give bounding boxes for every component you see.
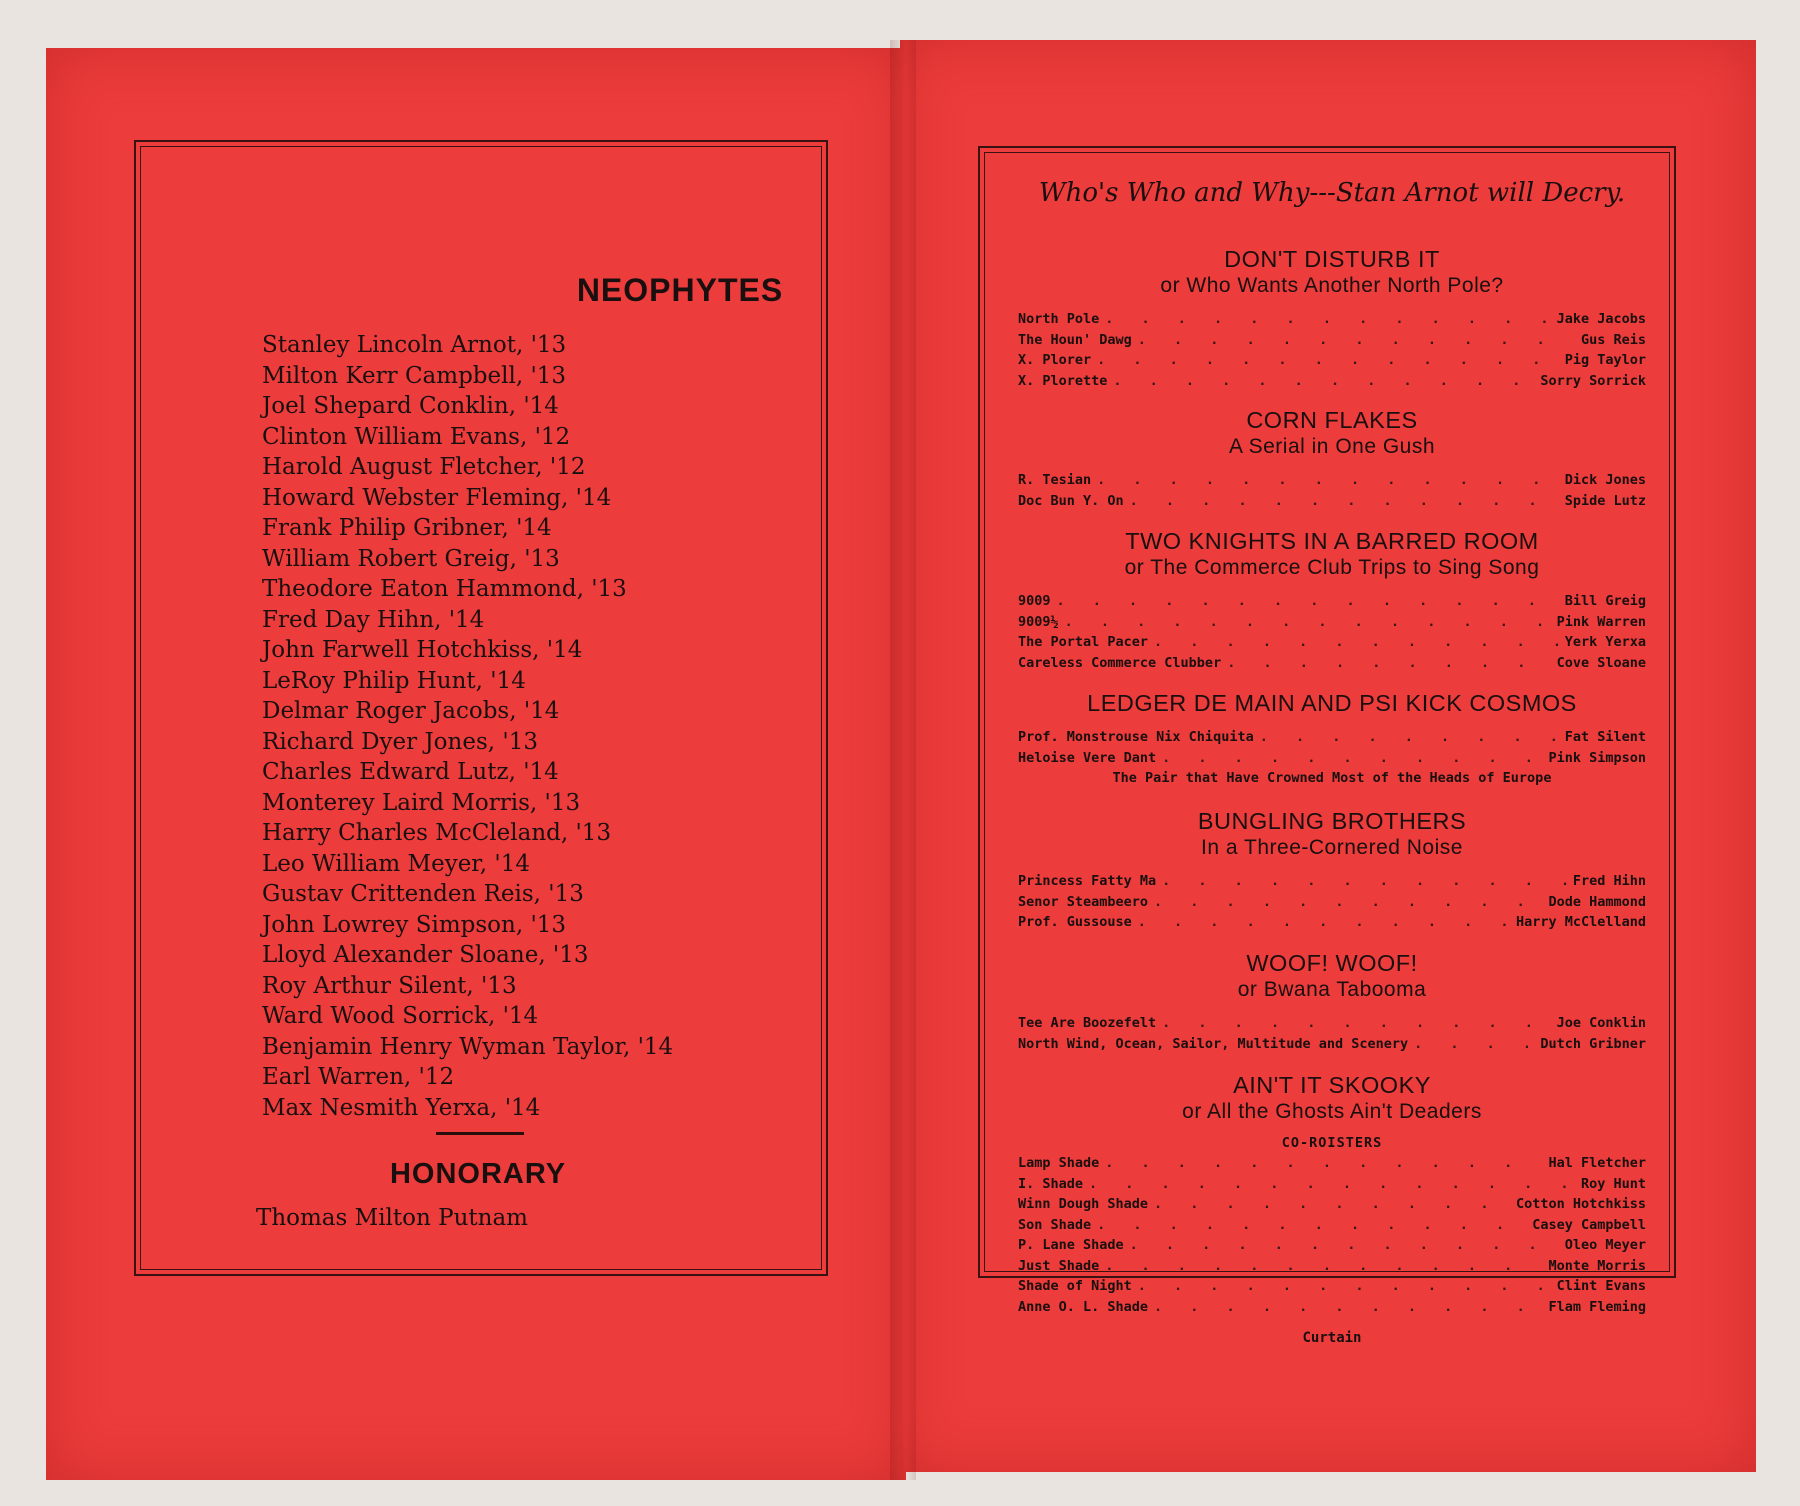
cast-list: [1018, 727, 1646, 788]
curtain-label: Curtain: [1302, 1330, 1362, 1346]
act-title: CORN FLAKES: [1246, 407, 1418, 433]
cast-note: The Pair that Have Crowned Most of the Heads of Europe: [1112, 770, 1552, 786]
neophyte-name: Theodore Eaton Hammond, '13: [262, 576, 627, 602]
cast-list: [1018, 470, 1646, 511]
cast-actor: Roy Hunt: [1580, 1175, 1646, 1192]
dot-leader: [1089, 1174, 1575, 1195]
act-subtitle: or Who Wants Another North Pole?: [1160, 274, 1504, 297]
cast-actor: Dutch Gribner: [1540, 1035, 1646, 1052]
neophyte-name: LeRoy Philip Hunt, '14: [262, 667, 526, 694]
cast-actor: Yerk Yerxa: [1564, 634, 1646, 650]
dot-leader: [1105, 309, 1550, 330]
cast-role: Son Shade: [1018, 1216, 1092, 1233]
neophyte-name: Richard Dyer Jones, '13: [262, 728, 538, 755]
cast-actor: Monte Morris: [1548, 1257, 1646, 1274]
dot-leader: [1162, 871, 1567, 892]
cast-role: Anne O. L. Shade: [1018, 1298, 1149, 1315]
cast-actor: Cove Sloane: [1556, 654, 1646, 671]
cast-role: P. Lane Shade: [1018, 1237, 1124, 1253]
act-title: DON'T DISTURB IT: [1224, 246, 1440, 272]
cast-actor: Casey Campbell: [1532, 1216, 1646, 1233]
cast-role: Tee Are Boozefelt: [1018, 1015, 1157, 1031]
cast-role: 9009: [1018, 593, 1051, 609]
neophyte-name: John Farwell Hotchkiss, '14: [262, 637, 583, 663]
cast-role: The Houn' Dawg: [1018, 331, 1132, 348]
neophyte-name: Howard Webster Fleming, '14: [262, 484, 612, 511]
neophyte-name: Monterey Laird Morris, '13: [262, 789, 581, 816]
dot-leader: [1105, 1153, 1542, 1174]
dot-leader: [1138, 1276, 1551, 1297]
neophyte-name: Fred Day Hihn, '14: [262, 606, 485, 633]
cast-list: [1018, 309, 1646, 391]
cast-actor: Dode Hammond: [1548, 893, 1646, 910]
act-title: WOOF! WOOF!: [1246, 950, 1418, 976]
cast-row: [1018, 491, 1646, 512]
cast-role: Princess Fatty Ma: [1018, 873, 1157, 889]
neophyte-name: Benjamin Henry Wyman Taylor, '14: [262, 1033, 674, 1060]
program-act: [1018, 1072, 1646, 1317]
neophyte-name: Charles Edward Lutz, '14: [262, 759, 559, 785]
cast-actor: Fred Hihn: [1572, 873, 1646, 889]
act-subtitle: In a Three-Cornered Noise: [1201, 836, 1463, 859]
cast-row: [1018, 727, 1646, 748]
neophyte-name: Lloyd Alexander Sloane, '13: [262, 942, 589, 968]
cast-row: [1018, 1297, 1646, 1318]
dot-leader: [1113, 371, 1534, 392]
neophyte-name: Earl Warren, '12: [262, 1064, 455, 1090]
cast-role: Heloise Vere Dant: [1018, 749, 1157, 766]
program-act: [1018, 950, 1646, 1054]
cast-row: [1018, 1215, 1646, 1236]
dot-leader: [1130, 1235, 1559, 1256]
cast-actor: Joe Conklin: [1556, 1015, 1646, 1031]
cast-role: Lamp Shade: [1018, 1155, 1100, 1171]
dot-leader: [1138, 912, 1510, 933]
cast-actor: Jake Jacobs: [1556, 311, 1646, 327]
cast-actor: Dick Jones: [1564, 472, 1646, 488]
cast-role: X. Plorer: [1018, 352, 1092, 368]
dot-leader: [1065, 612, 1551, 633]
cast-row: [1018, 330, 1646, 351]
cast-row: [1018, 309, 1646, 330]
section-divider: [436, 1132, 524, 1135]
act-title: BUNGLING BROTHERS: [1197, 808, 1467, 834]
dot-leader: [1162, 1013, 1550, 1034]
act-subtitle: A Serial in One Gush: [1228, 435, 1436, 458]
cast-actor: Fat Silent: [1564, 729, 1646, 745]
dot-leader: [1097, 1215, 1526, 1236]
program-act: [1018, 690, 1646, 788]
cast-role: Prof. Monstrouse Nix Chiquita: [1018, 729, 1254, 745]
program-heading: Who's Who and Why---Stan Arnot will Decry.: [1038, 178, 1626, 208]
cast-row: [1018, 748, 1646, 769]
dot-leader: [1227, 653, 1550, 674]
honorary-title: HONORARY: [389, 1158, 567, 1190]
cast-actor: Pig Taylor: [1564, 352, 1646, 368]
cast-role: Senor Steambeero: [1018, 893, 1149, 910]
cast-row: [1018, 1034, 1646, 1055]
cast-list: [1018, 871, 1646, 933]
program-act: [1018, 246, 1646, 391]
cast-list: [1018, 591, 1646, 673]
dot-leader: [1130, 491, 1559, 512]
cast-row: [1018, 871, 1646, 892]
cast-row: [1018, 632, 1646, 653]
cast-actor: Pink Simpson: [1548, 749, 1646, 766]
act-title: LEDGER DE MAIN AND PSI KICK COSMOS: [1087, 690, 1577, 716]
dot-leader: [1138, 330, 1575, 351]
cast-actor: Bill Greig: [1564, 593, 1646, 609]
neophytes-title: NEOPHYTES: [576, 272, 784, 308]
cast-list: [1018, 1135, 1646, 1317]
cast-row: [1018, 1013, 1646, 1034]
neophyte-name: John Lowrey Simpson, '13: [262, 911, 567, 938]
cast-row: [1018, 1235, 1646, 1256]
cast-row: [1018, 350, 1646, 371]
act-title: AIN'T IT SKOOKY: [1233, 1072, 1431, 1098]
cast-row: [1018, 591, 1646, 612]
neophyte-name: Milton Kerr Campbell, '13: [262, 362, 567, 389]
cast-role: Just Shade: [1018, 1257, 1100, 1274]
dot-leader: [1154, 1194, 1510, 1215]
act-subtitle: or The Commerce Club Trips to Sing Song: [1124, 556, 1540, 579]
neophyte-name: Gustav Crittenden Reis, '13: [262, 881, 584, 907]
cast-actor: Sorry Sorrick: [1540, 372, 1646, 389]
dot-leader: [1097, 350, 1559, 371]
neophyte-name: Harold August Fletcher, '12: [262, 454, 586, 480]
cast-row: [1018, 1153, 1646, 1174]
cast-row: [1018, 371, 1646, 392]
cast-role: Doc Bun Y. On: [1018, 492, 1124, 509]
neophyte-name: Harry Charles McCleland, '13: [262, 820, 612, 846]
cast-role: I. Shade: [1018, 1175, 1084, 1192]
dot-leader: [1414, 1034, 1534, 1055]
dot-leader: [1097, 470, 1559, 491]
neophyte-name: Ward Wood Sorrick, '14: [262, 1003, 539, 1029]
dot-leader: [1057, 591, 1559, 612]
dot-leader: [1260, 727, 1559, 748]
cast-role: North Pole: [1018, 311, 1100, 327]
cast-actor: Cotton Hotchkiss: [1515, 1196, 1646, 1212]
cast-row: [1018, 470, 1646, 491]
neophyte-name: Stanley Lincoln Arnot, '13: [262, 332, 567, 358]
cast-role: Shade of Night: [1018, 1278, 1132, 1294]
cast-row: [1018, 1194, 1646, 1215]
cast-row: [1018, 1276, 1646, 1297]
booklet-gutter: [890, 40, 916, 1480]
act-subtitle: or Bwana Tabooma: [1237, 978, 1427, 1001]
cast-actor: Gus Reis: [1580, 331, 1646, 348]
dot-leader: [1154, 632, 1559, 653]
program-act: [1018, 407, 1646, 511]
cast-role: R. Tesian: [1018, 472, 1092, 488]
cast-role: Winn Dough Shade: [1018, 1196, 1149, 1212]
cast-actor: Oleo Meyer: [1564, 1237, 1646, 1253]
cast-actor: Harry McClelland: [1515, 914, 1646, 930]
cast-list: [1018, 1013, 1646, 1054]
cast-row: [1018, 912, 1646, 933]
cast-row: [1018, 653, 1646, 674]
cast-row: [1018, 612, 1646, 633]
cast-actor: Flam Fleming: [1548, 1298, 1646, 1315]
cast-role: Careless Commerce Clubber: [1018, 654, 1222, 671]
neophyte-name: William Robert Greig, '13: [262, 545, 560, 572]
neophyte-name: Max Nesmith Yerxa, '14: [262, 1094, 541, 1121]
dot-leader: [1154, 892, 1542, 913]
cast-actor: Hal Fletcher: [1548, 1155, 1646, 1171]
neophytes-list: [262, 330, 673, 1123]
neophyte-name: Roy Arthur Silent, '13: [262, 972, 517, 999]
honorary-name: Thomas Milton Putnam: [256, 1205, 528, 1231]
cast-actor: Spide Lutz: [1564, 492, 1646, 509]
neophyte-name: Delmar Roger Jacobs, '14: [262, 698, 560, 724]
act-title: TWO KNIGHTS IN A BARRED ROOM: [1125, 528, 1539, 554]
dot-leader: [1105, 1256, 1542, 1277]
cast-role: The Portal Pacer: [1018, 634, 1149, 650]
neophyte-name: Leo William Meyer, '14: [262, 850, 530, 877]
cast-role: X. Plorette: [1018, 372, 1108, 389]
neophyte-name: Joel Shepard Conklin, '14: [262, 393, 559, 419]
cast-group-label: CO-ROISTERS: [1281, 1135, 1383, 1151]
cast-actor: Clint Evans: [1556, 1278, 1646, 1294]
cast-actor: Pink Warren: [1556, 613, 1646, 630]
dot-leader: [1154, 1297, 1542, 1318]
neophyte-name: Clinton William Evans, '12: [262, 423, 571, 450]
act-subtitle: or All the Ghosts Ain't Deaders: [1182, 1100, 1482, 1123]
cast-row: [1018, 892, 1646, 913]
program-act: [1018, 528, 1646, 673]
cast-role: Prof. Gussouse: [1018, 914, 1132, 930]
program-act: [1018, 808, 1646, 933]
dot-leader: [1162, 748, 1542, 769]
cast-role: North Wind, Ocean, Sailor, Multitude and Scenery: [1018, 1035, 1409, 1052]
cast-row: [1018, 1174, 1646, 1195]
cast-role: 9009½: [1018, 613, 1059, 630]
cast-row: [1018, 1256, 1646, 1277]
neophyte-name: Frank Philip Gribner, '14: [262, 515, 552, 541]
